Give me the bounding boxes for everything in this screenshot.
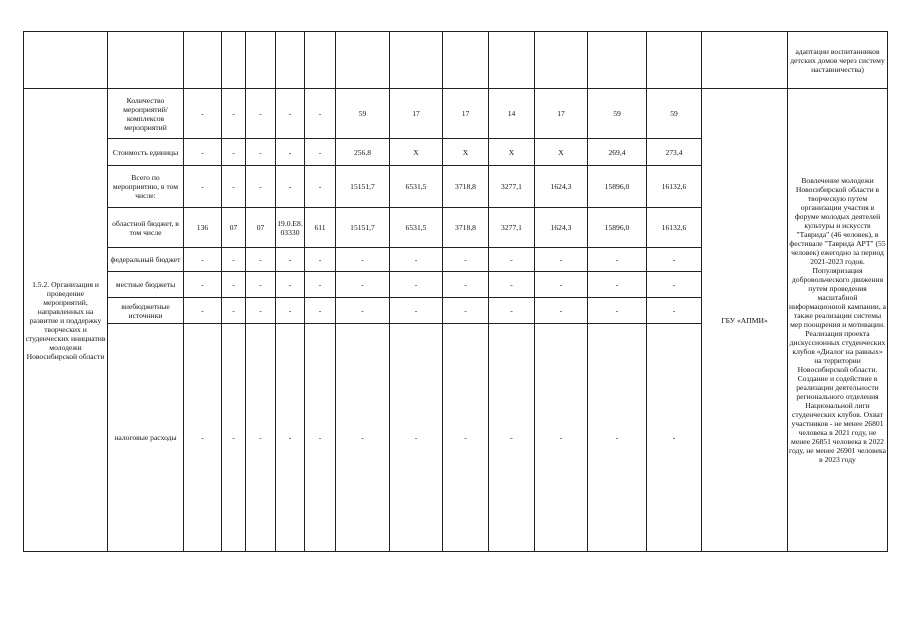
cell: 15151,7 bbox=[336, 166, 390, 208]
empty-cell bbox=[489, 32, 535, 89]
cell: - bbox=[336, 248, 390, 272]
cell: X bbox=[390, 139, 443, 166]
empty-cell bbox=[702, 32, 788, 89]
cell: - bbox=[246, 89, 276, 139]
cell: - bbox=[276, 272, 305, 298]
row-label: налоговые расходы bbox=[108, 324, 184, 552]
cell: - bbox=[222, 139, 246, 166]
cell: 59 bbox=[336, 89, 390, 139]
cell: - bbox=[184, 298, 222, 324]
cell: 1624,3 bbox=[535, 208, 588, 248]
cell: 3277,1 bbox=[489, 166, 535, 208]
cell: 17 bbox=[535, 89, 588, 139]
cell: - bbox=[246, 166, 276, 208]
cell: - bbox=[276, 248, 305, 272]
cell: 273,4 bbox=[647, 139, 702, 166]
kbk-cell: 19.0.E8.03330 bbox=[276, 208, 305, 248]
cell: - bbox=[222, 89, 246, 139]
notes-cell: Вовлечение молодежи Новосибирской области в творческую путем организации участия в форуме молодых деятелей культуры и искусств "Таврида" (46 человек), в фестивале "Таврида АРТ" (55 человек) ежегодно за период 2021-2023 годов. Популяризация добровольческого движения путем проведения масштабной информационной кампании, а также реализации системы мер поощрения и мотивации. Реализация проекта дискуссионных студенческих клубов «Диалог на равных» на территории Новосибирской области. Создание и содействие в реализации деятельности регионального отделения Национальной лиги студенческих клубов. Охват участников - не менее 26801 человека в 2021 году, не менее 26851 человека в 2022 году, не менее 26901 человека в 2023 году bbox=[788, 89, 888, 552]
row-label: Всего по мероприятию, в том числе: bbox=[108, 166, 184, 208]
cell: - bbox=[535, 272, 588, 298]
cell: - bbox=[647, 324, 702, 552]
cell: 14 bbox=[489, 89, 535, 139]
table-row bbox=[24, 32, 888, 89]
cell: - bbox=[390, 324, 443, 552]
cell: - bbox=[390, 298, 443, 324]
cell: - bbox=[246, 272, 276, 298]
cell: - bbox=[305, 298, 336, 324]
cell: - bbox=[443, 324, 489, 552]
cell: - bbox=[184, 166, 222, 208]
table-row bbox=[24, 89, 888, 139]
cell: - bbox=[246, 298, 276, 324]
cell: - bbox=[184, 89, 222, 139]
cell: - bbox=[535, 298, 588, 324]
cell: - bbox=[489, 248, 535, 272]
cell: 6531,5 bbox=[390, 166, 443, 208]
cell: - bbox=[489, 324, 535, 552]
cell: - bbox=[276, 298, 305, 324]
cell: - bbox=[305, 89, 336, 139]
cell: 16132,6 bbox=[647, 166, 702, 208]
cell: 1624,3 bbox=[535, 166, 588, 208]
cell: 3718,8 bbox=[443, 166, 489, 208]
cell: - bbox=[184, 272, 222, 298]
cell: - bbox=[276, 324, 305, 552]
cell: - bbox=[305, 324, 336, 552]
cell: 17 bbox=[443, 89, 489, 139]
row-label: внебюджетные источники bbox=[108, 298, 184, 324]
empty-cell bbox=[246, 32, 276, 89]
cell: 15896,0 bbox=[588, 166, 647, 208]
cell: 269,4 bbox=[588, 139, 647, 166]
cell: - bbox=[647, 248, 702, 272]
cell: - bbox=[184, 324, 222, 552]
cell: X bbox=[489, 139, 535, 166]
cell: 256,8 bbox=[336, 139, 390, 166]
cell: 136 bbox=[184, 208, 222, 248]
cell: - bbox=[390, 272, 443, 298]
cell: - bbox=[535, 324, 588, 552]
cell: - bbox=[222, 272, 246, 298]
executor-cell: ГБУ «АПМИ» bbox=[702, 89, 788, 552]
cell: 15151,7 bbox=[336, 208, 390, 248]
row-label: федеральный бюджет bbox=[108, 248, 184, 272]
cell: - bbox=[336, 324, 390, 552]
empty-cell bbox=[108, 32, 184, 89]
cell: 07 bbox=[246, 208, 276, 248]
cell: - bbox=[588, 298, 647, 324]
activity-name-cell: 1.5.2. Организация и проведение мероприятий, направленных на развитие и поддержку творческих и студенческих инициатив молодежи Новосибирской области bbox=[24, 89, 108, 552]
cell: - bbox=[443, 272, 489, 298]
cell: 59 bbox=[647, 89, 702, 139]
empty-cell bbox=[588, 32, 647, 89]
cell: 3718,8 bbox=[443, 208, 489, 248]
cell: 16132,6 bbox=[647, 208, 702, 248]
row-label: Стоимость единицы bbox=[108, 139, 184, 166]
empty-cell bbox=[443, 32, 489, 89]
cell: - bbox=[276, 166, 305, 208]
cell: X bbox=[443, 139, 489, 166]
row-label: областной бюджет, в том числе bbox=[108, 208, 184, 248]
empty-cell bbox=[276, 32, 305, 89]
cell: 07 bbox=[222, 208, 246, 248]
cell: - bbox=[305, 248, 336, 272]
empty-cell bbox=[184, 32, 222, 89]
empty-cell bbox=[647, 32, 702, 89]
notes-cell: адаптации воспитанников детских домов через систему наставничества) bbox=[788, 32, 888, 89]
cell: 59 bbox=[588, 89, 647, 139]
cell: - bbox=[647, 298, 702, 324]
empty-cell bbox=[535, 32, 588, 89]
cell: - bbox=[305, 139, 336, 166]
empty-cell bbox=[24, 32, 108, 89]
cell: - bbox=[305, 272, 336, 298]
cell: - bbox=[222, 248, 246, 272]
cell: - bbox=[246, 139, 276, 166]
program-table bbox=[23, 31, 888, 552]
row-label: местные бюджеты bbox=[108, 272, 184, 298]
cell: 15896,0 bbox=[588, 208, 647, 248]
empty-cell bbox=[305, 32, 336, 89]
cell: - bbox=[184, 139, 222, 166]
cell: 6531,5 bbox=[390, 208, 443, 248]
cell: - bbox=[336, 298, 390, 324]
cell: - bbox=[222, 166, 246, 208]
cell: - bbox=[588, 272, 647, 298]
cell: - bbox=[305, 166, 336, 208]
cell: - bbox=[588, 248, 647, 272]
cell: - bbox=[443, 298, 489, 324]
empty-cell bbox=[336, 32, 390, 89]
cell: X bbox=[535, 139, 588, 166]
cell: - bbox=[588, 324, 647, 552]
cell: - bbox=[246, 324, 276, 552]
cell: - bbox=[184, 248, 222, 272]
cell: - bbox=[489, 298, 535, 324]
row-label: Количество мероприятий/комплексов мероприятий bbox=[108, 89, 184, 139]
cell: - bbox=[246, 248, 276, 272]
cell: 611 bbox=[305, 208, 336, 248]
cell: - bbox=[390, 248, 443, 272]
cell: - bbox=[336, 272, 390, 298]
cell: 3277,1 bbox=[489, 208, 535, 248]
empty-cell bbox=[390, 32, 443, 89]
cell: - bbox=[489, 272, 535, 298]
cell: - bbox=[443, 248, 489, 272]
cell: - bbox=[222, 324, 246, 552]
cell: - bbox=[276, 89, 305, 139]
cell: 17 bbox=[390, 89, 443, 139]
empty-cell bbox=[222, 32, 246, 89]
cell: - bbox=[222, 298, 246, 324]
cell: - bbox=[647, 272, 702, 298]
cell: - bbox=[276, 139, 305, 166]
cell: - bbox=[535, 248, 588, 272]
